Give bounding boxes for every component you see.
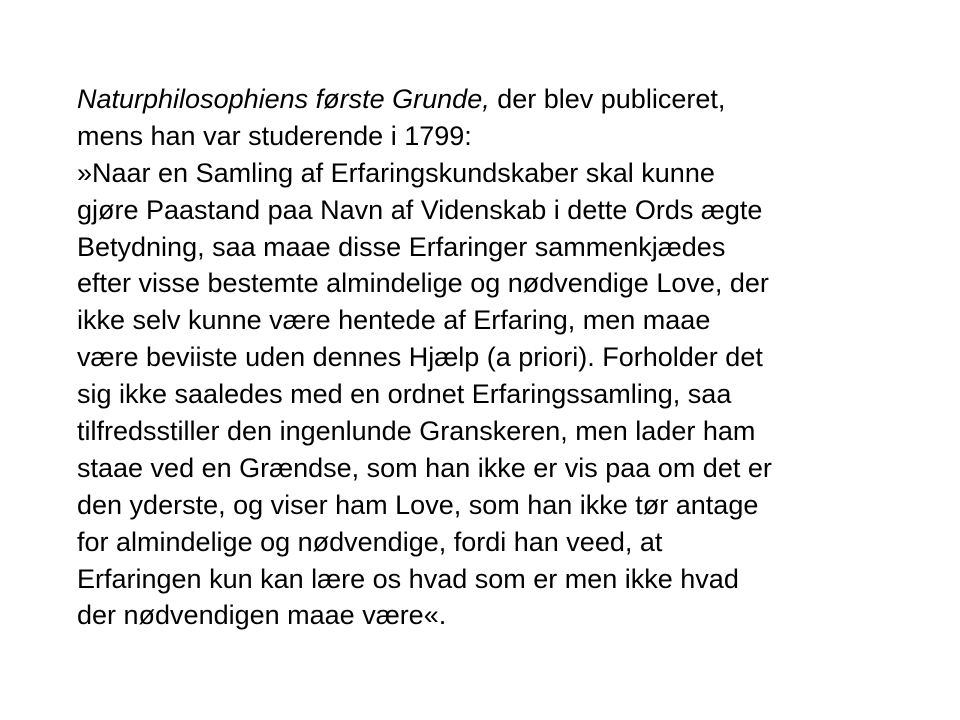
quote-line: sig ikke saaledes med en ordnet Erfaringssamling, saa xyxy=(77,379,732,410)
quote-line: ikke selv kunne være hentede af Erfaring, men maae xyxy=(77,305,711,336)
quote-line: der nødvendigen maae være«. xyxy=(77,600,447,631)
quote-line: Erfaringen kun kan lære os hvad som er men ikke hvad xyxy=(77,563,739,594)
quote-line: for almindelige og nødvendige, fordi han veed, at xyxy=(77,526,663,557)
quote-line: være beviiste uden dennes Hjælp (a priori). Forholder det xyxy=(77,342,763,373)
quote-line: »Naar en Samling af Erfaringskundskaber skal kunne xyxy=(77,157,715,188)
intro-line-1 xyxy=(77,81,937,118)
quote-line: den yderste, og viser ham Love, som han ikke tør antage xyxy=(77,489,759,520)
quote-text-block xyxy=(77,81,937,634)
intro-line-2: mens han var studerende i 1799: xyxy=(77,120,472,151)
book-title: Naturphilosophiens første Grunde, xyxy=(77,84,490,114)
quote-line: gjøre Paastand paa Navn af Videnskab i dette Ords ægte xyxy=(77,194,763,225)
quote-line: tilfredsstiller den ingenlunde Granskeren, men lader ham xyxy=(77,416,756,447)
intro-line-1-rest: der blev publiceret, xyxy=(489,84,726,114)
quote-line: staae ved en Grændse, som han ikke er vis paa om det er xyxy=(77,452,772,483)
quote-line: efter visse bestemte almindelige og nødvendige Love, der xyxy=(77,268,769,299)
quote-line: Betydning, saa maae disse Erfaringer sammenkjædes xyxy=(77,231,726,262)
